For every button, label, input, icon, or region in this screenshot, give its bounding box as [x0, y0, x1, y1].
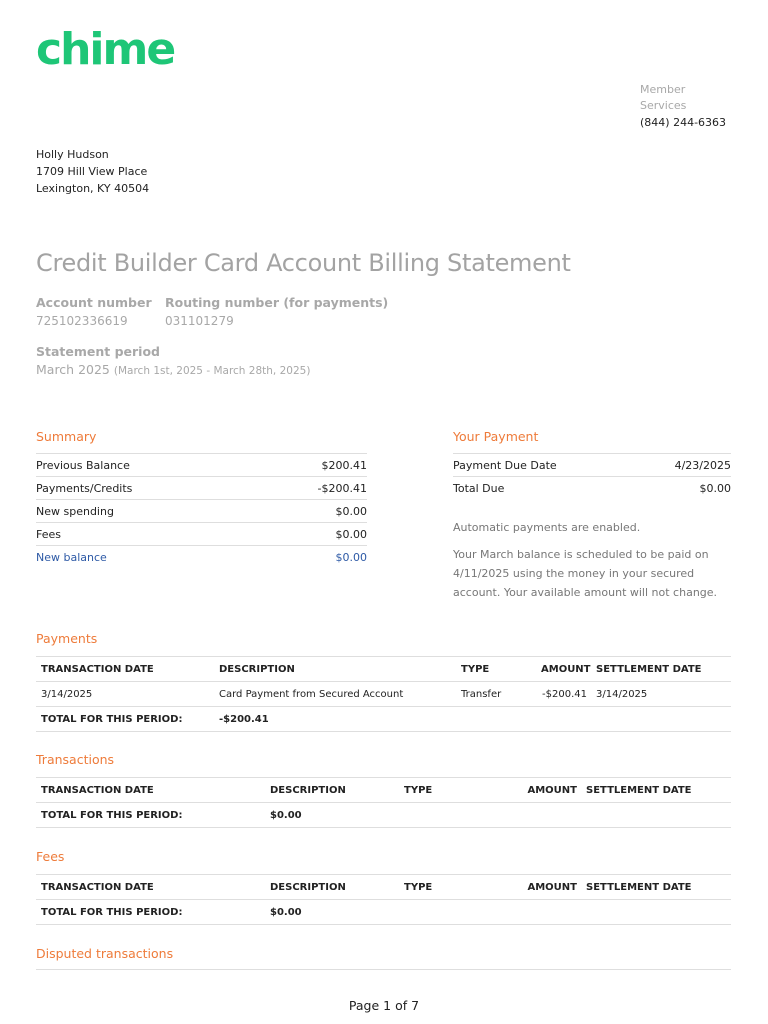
address-name: Holly Hudson [36, 148, 109, 161]
routing-number-value: 031101279 [165, 314, 234, 328]
summary-row [36, 500, 367, 523]
empty-cell [479, 900, 581, 925]
disputed-title: Disputed transactions [36, 946, 174, 961]
empty-cell [536, 707, 591, 732]
cell-type: Transfer [456, 682, 536, 707]
col-settlement-date: SETTLEMENT DATE [581, 778, 731, 803]
new-balance-label: New balance [36, 546, 255, 569]
transactions-table [36, 777, 731, 828]
col-transaction-date: TRANSACTION DATE [36, 657, 214, 682]
table-total-row [36, 707, 731, 732]
summary-row [36, 477, 367, 500]
summary-row [36, 454, 367, 477]
payments-section [36, 630, 731, 732]
payment-row [453, 454, 731, 477]
col-amount: AMOUNT [479, 875, 581, 900]
total-label: TOTAL FOR THIS PERIOD: [36, 803, 265, 828]
fees-table [36, 874, 731, 925]
statement-title: Credit Builder Card Account Billing Statement [36, 249, 571, 277]
cell-date: 3/14/2025 [36, 682, 214, 707]
payment-label: Payment Due Date [453, 454, 633, 477]
table-total-row [36, 900, 731, 925]
autopay-note: Automatic payments are enabled. [453, 520, 641, 534]
summary-value: $0.00 [255, 523, 367, 546]
summary-value: -$200.41 [255, 477, 367, 500]
total-label: TOTAL FOR THIS PERIOD: [36, 900, 265, 925]
new-balance-value: $0.00 [255, 546, 367, 569]
col-description: DESCRIPTION [265, 875, 399, 900]
empty-cell [581, 900, 731, 925]
table-total-row [36, 803, 731, 828]
member-services-phone: (844) 244-6363 [640, 116, 727, 129]
total-value: $0.00 [265, 803, 399, 828]
routing-number-block [165, 294, 388, 330]
routing-number-label: Routing number (for payments) [165, 295, 389, 310]
payments-table [36, 656, 731, 732]
address-line1: 1709 Hill View Place [36, 165, 148, 178]
col-amount: AMOUNT [536, 657, 591, 682]
empty-cell [456, 707, 536, 732]
total-label: TOTAL FOR THIS PERIOD: [36, 707, 214, 732]
col-transaction-date: TRANSACTION DATE [36, 875, 265, 900]
member-services-label: Member Services [640, 83, 687, 112]
payment-label: Total Due [453, 477, 633, 500]
scheduled-payment-note: Your March balance is scheduled to be paid on 4/11/2025 using the money in your secured account. Your available amount will not change. [453, 547, 718, 599]
total-value: -$200.41 [214, 707, 456, 732]
col-transaction-date: TRANSACTION DATE [36, 778, 265, 803]
disputed-divider [36, 969, 731, 970]
summary-label: Previous Balance [36, 454, 255, 477]
transactions-title: Transactions [36, 752, 115, 767]
summary-label: New spending [36, 500, 255, 523]
account-number-block [36, 294, 152, 330]
summary-row-new-balance [36, 546, 367, 569]
transactions-section [36, 751, 731, 828]
table-header-row [36, 778, 731, 803]
summary-row [36, 523, 367, 546]
col-settlement-date: SETTLEMENT DATE [581, 875, 731, 900]
account-number-label: Account number [36, 295, 152, 310]
mailing-address [36, 146, 149, 197]
col-type: TYPE [399, 778, 479, 803]
fees-title: Fees [36, 849, 65, 864]
summary-value: $0.00 [255, 500, 367, 523]
payments-title: Payments [36, 631, 98, 646]
table-row [36, 682, 731, 707]
col-description: DESCRIPTION [214, 657, 456, 682]
summary-value: $200.41 [255, 454, 367, 477]
your-payment-section [453, 428, 731, 602]
statement-period-month: March 2025 [36, 362, 110, 377]
cell-amount: -$200.41 [536, 682, 591, 707]
address-line2: Lexington, KY 40504 [36, 182, 150, 195]
col-description: DESCRIPTION [265, 778, 399, 803]
chime-logo: chime [36, 24, 175, 75]
fees-section [36, 848, 731, 925]
table-header-row [36, 657, 731, 682]
col-settlement-date: SETTLEMENT DATE [591, 657, 731, 682]
col-type: TYPE [399, 875, 479, 900]
summary-table [36, 453, 367, 569]
summary-title: Summary [36, 429, 97, 444]
summary-section [36, 428, 367, 569]
disputed-section [36, 945, 731, 963]
statement-period-label: Statement period [36, 344, 161, 359]
empty-cell [399, 900, 479, 925]
statement-period [36, 343, 310, 380]
page-number: Page 1 of 7 [348, 998, 420, 1013]
summary-label: Payments/Credits [36, 477, 255, 500]
payment-row [453, 477, 731, 500]
empty-cell [591, 707, 731, 732]
empty-cell [479, 803, 581, 828]
col-type: TYPE [456, 657, 536, 682]
summary-label: Fees [36, 523, 255, 546]
cell-settlement: 3/14/2025 [591, 682, 731, 707]
empty-cell [581, 803, 731, 828]
statement-period-range: (March 1st, 2025 - March 28th, 2025) [113, 365, 311, 377]
table-header-row [36, 875, 731, 900]
your-payment-table [453, 453, 731, 500]
member-services [640, 82, 730, 132]
cell-description: Card Payment from Secured Account [214, 682, 456, 707]
statement-period-value [36, 361, 310, 380]
payment-value: 4/23/2025 [633, 454, 731, 477]
payment-value: $0.00 [633, 477, 731, 500]
empty-cell [399, 803, 479, 828]
account-number-value: 725102336619 [36, 314, 128, 328]
total-value: $0.00 [265, 900, 399, 925]
col-amount: AMOUNT [479, 778, 581, 803]
your-payment-title: Your Payment [453, 429, 539, 444]
